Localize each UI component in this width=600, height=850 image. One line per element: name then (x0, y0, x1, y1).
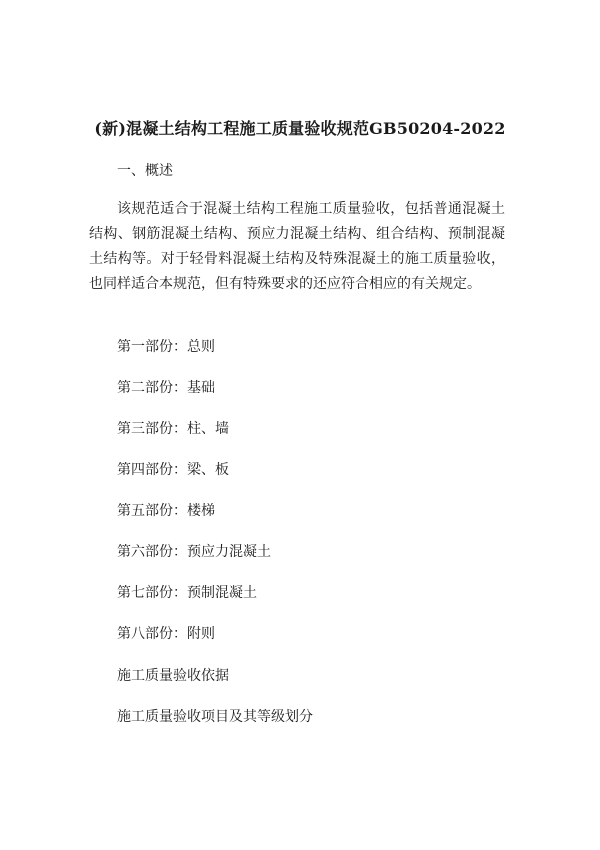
intro-paragraph: 该规范适合于混凝土结构工程施工质量验收，包括普通混凝土结构、钢筋混凝土结构、预应力混凝土结构、组合结构、预制混凝土结构等。对于轻骨料混凝土结构及特殊混凝土的施工质量验收，也同样适合本规范，但有特殊要求的还应符合相应的有关规定。 (89, 201, 505, 292)
items-line: 施工质量验收项目及其等级划分 (117, 709, 313, 725)
document-title: (新)混凝土结构工程施工质量验收规范GB50204-2022 (94, 119, 506, 138)
part-line: 第二部份：基础 (117, 380, 215, 396)
part-line: 第一部份：总则 (117, 339, 215, 355)
part-line: 第五部份：楼梯 (117, 503, 215, 519)
basis-line: 施工质量验收依据 (117, 668, 229, 684)
section-heading-overview: 一、概述 (117, 163, 173, 179)
part-line: 第八部份：附则 (117, 626, 215, 642)
part-line: 第四部份：梁、板 (117, 462, 229, 478)
part-line: 第七部份：预制混凝土 (117, 585, 257, 601)
part-line: 第六部份：预应力混凝土 (117, 544, 271, 560)
part-line: 第三部份：柱、墙 (117, 421, 229, 437)
